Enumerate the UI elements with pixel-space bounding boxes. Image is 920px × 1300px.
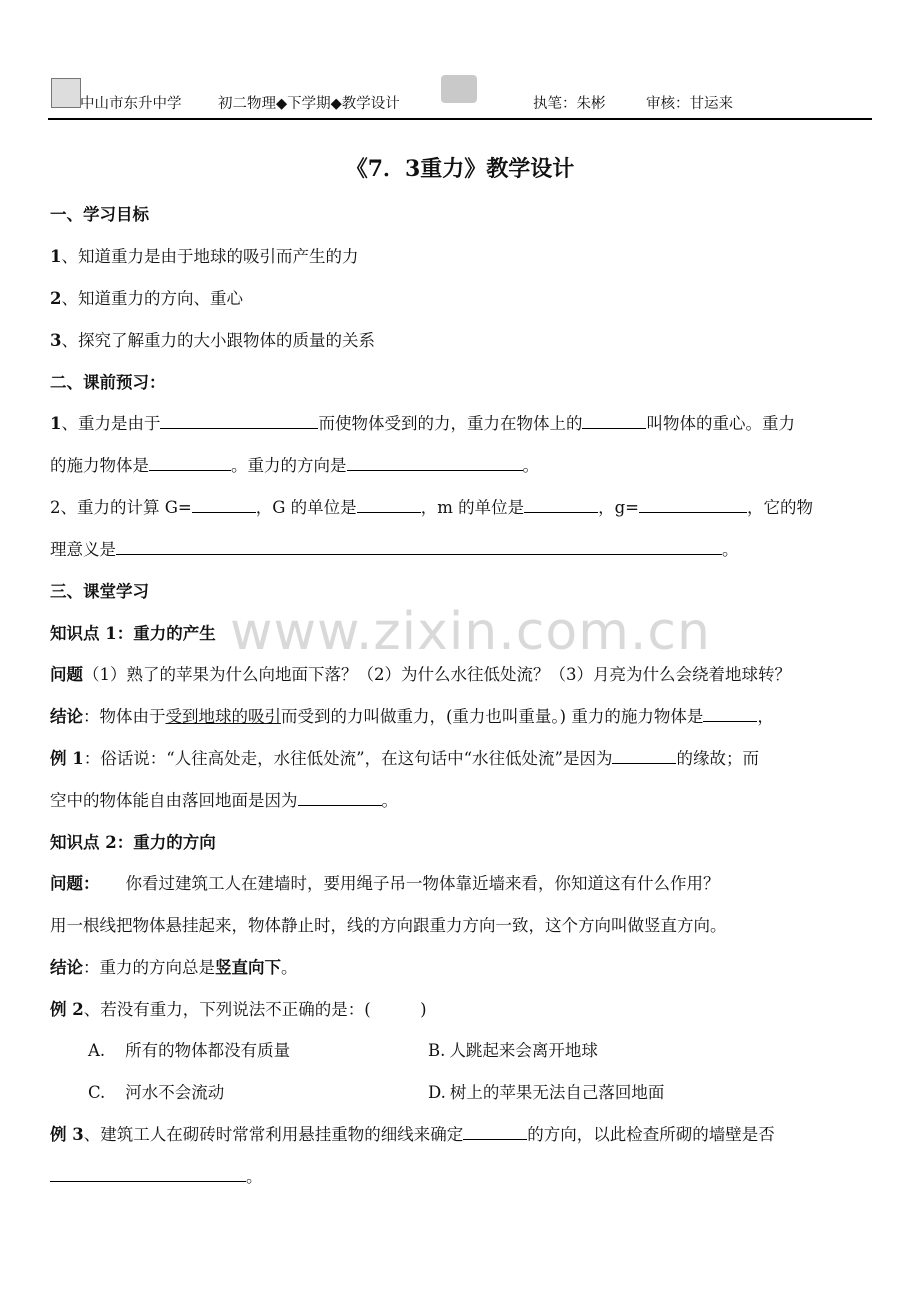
goal-item-3: 3、探究了解重力的大小跟物体的质量的关系 <box>50 331 375 350</box>
kp2-explanation: 用一根线把物体悬挂起来，物体静止时，线的方向跟重力方向一致，这个方向叫做竖直方向。 <box>50 916 727 935</box>
preview-q2-line1: 2、重力的计算 G= ，G 的单位是 ，m 的单位是 ，g= ，它的物 <box>50 498 813 517</box>
header-emblem <box>441 75 477 103</box>
kp2-question: 问题： 你看过建筑工人在建墙时，要用绳子吊一物体靠近墙来看，你知道这有什么作用？ <box>50 874 720 893</box>
answer-blank[interactable] <box>50 1165 246 1182</box>
answer-blank[interactable] <box>160 412 318 429</box>
example2-question: 例 2、若没有重力，下列说法不正确的是：( ) <box>50 1000 427 1019</box>
header-author: 执笔：朱彬 <box>533 96 606 112</box>
preview-q1-line1: 1、重力是由于 而使物体受到的力，重力在物体上的 叫物体的重心。重力 <box>50 414 795 433</box>
answer-blank[interactable] <box>192 496 256 513</box>
kp2-conclusion: 结论：重力的方向总是竖直向下。 <box>50 958 298 977</box>
goal-item-2: 2、知道重力的方向、重心 <box>50 289 243 308</box>
section1-heading: 一、学习目标 <box>50 205 149 224</box>
kp1-conclusion: 结论：物体由于受到地球的吸引而受到的力叫做重力，(重力也叫重量。) 重力的施力物体是 ， <box>50 707 774 726</box>
kp1-heading: 知识点 1：重力的产生 <box>50 624 216 643</box>
example1-line2: 空中的物体能自由落回地面是因为 。 <box>50 791 398 810</box>
preview-q1-line2: 的施力物体是 。重力的方向是 。 <box>50 456 539 475</box>
school-logo <box>51 78 81 108</box>
header-school: 中山市东升中学 <box>80 96 182 112</box>
kp2-heading: 知识点 2：重力的方向 <box>50 833 216 852</box>
example2-option-c[interactable]: C. 河水不会流动 <box>88 1083 225 1102</box>
example2-option-b[interactable]: B. 人跳起来会离开地球 <box>428 1041 598 1060</box>
page-header <box>48 74 872 120</box>
example2-option-d[interactable]: D. 树上的苹果无法自己落回地面 <box>428 1083 665 1102</box>
example1-line1: 例 1：俗话说：“人往高处走，水往低处流”，在这句话中“水往低处流”是因为 的缘故；而 <box>50 749 759 768</box>
watermark: www.zixin.com.cn <box>230 602 711 662</box>
document-title: 《7．3重力》教学设计 <box>345 156 575 182</box>
example3-line2: 。 <box>50 1165 263 1189</box>
answer-blank[interactable] <box>639 496 747 513</box>
example2-option-a[interactable]: A. 所有的物体都没有质量 <box>88 1041 291 1060</box>
answer-blank[interactable] <box>582 412 646 429</box>
section2-heading: 二、课前预习： <box>50 373 166 392</box>
answer-blank[interactable] <box>524 496 598 513</box>
answer-blank[interactable] <box>612 747 676 764</box>
answer-blank[interactable] <box>703 705 757 722</box>
goal-item-1: 1、知道重力是由于地球的吸引而产生的力 <box>50 247 359 266</box>
preview-q2-line2: 理意义是 。 <box>50 540 739 559</box>
answer-blank[interactable] <box>116 538 722 555</box>
answer-blank[interactable] <box>298 789 382 806</box>
answer-blank[interactable] <box>357 496 421 513</box>
answer-blank[interactable] <box>463 1123 527 1140</box>
header-reviewer: 审核：甘运来 <box>646 96 733 112</box>
kp1-question: 问题（1）熟了的苹果为什么向地面下落？（2）为什么水往低处流？（3）月亮为什么会绕着地球转？ <box>50 665 791 684</box>
answer-blank[interactable] <box>149 454 231 471</box>
example3-line1: 例 3、建筑工人在砌砖时常常利用悬挂重物的细线来确定 的方向，以此检查所砌的墙壁是否 <box>50 1125 775 1144</box>
answer-blank[interactable] <box>347 454 523 471</box>
header-course: 初二物理◆下学期◆教学设计 <box>218 96 400 112</box>
section3-heading: 三、课堂学习 <box>50 582 149 601</box>
